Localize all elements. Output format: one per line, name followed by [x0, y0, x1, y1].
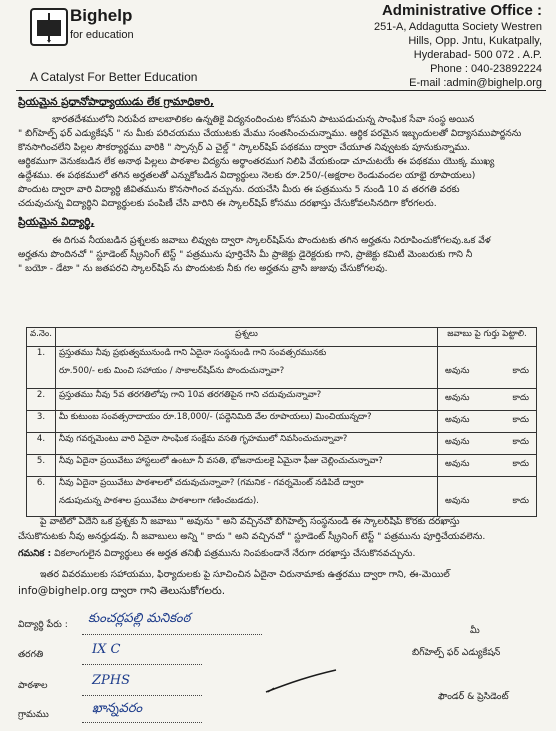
table-row: [27, 411, 537, 433]
answer-no[interactable]: కాదు: [512, 459, 529, 469]
row-number: 6.: [27, 477, 56, 517]
instruction-line: చేసుకొనుటకు నీవు అనర్హుడవు. నీ జవాబులు అన్ని " కాదు " అని వచ్చినచో " స్టూడెంట్ స్క్రీనింగ్ టెస్ట్ " పత్రమును పూర్తిచేయవలెను.: [18, 531, 486, 542]
table-row: [27, 477, 537, 517]
answer-cell[interactable]: [438, 433, 537, 455]
org-name: బిగ్‌హెల్ప్ ఫర్ ఎడ్యుకేషన్: [412, 647, 501, 658]
column-header-answer: జవాబు పై గుర్తు పెట్టాలి.: [438, 328, 537, 347]
paragraph-line: ఆర్థికముగా వెనుకబడిన లేక అనాథ పిల్లలు పాఠశాల విద్యను అర్థాంతరముగ నిలిపి వేయకుండా చూచుటయే ఈ పథకము యొక్క ముఖ్య: [18, 156, 495, 167]
question-text: నీవు గవర్నమెంటు వారి ఏదైనా సాంఘిక సంక్షేమ వసతి గృహములో నివసించుచున్నావా?: [58, 434, 348, 444]
table-row: [27, 347, 537, 389]
answer-yes[interactable]: అవును: [445, 366, 470, 376]
question-text: ప్రస్తుతము నీవు ప్రభుత్వమునుండి గాని ఏదైనా సంస్థనుండి గాని సంవత్సరమునకు: [58, 348, 327, 358]
class-line: [82, 664, 202, 665]
question-text: రూ.500/- లకు మించి సహాయం / సాకాలర్‌షిప్‌ను పొందుచున్నావా?: [58, 366, 285, 376]
answer-no[interactable]: కాదు: [512, 393, 529, 403]
answer-cell[interactable]: [438, 455, 537, 477]
student-name-value[interactable]: కుంచర్లపల్లి మనికంఠ: [88, 611, 191, 626]
question-text: నీవు ఏదైనా ప్రయివేటు హాస్టలులో ఉంటూ నీ వసతి, భోజనాదులకై ఏమైనా ఫీజు చెల్లించుచున్నావా?: [58, 456, 383, 466]
brand-name: Bighelp: [70, 6, 133, 25]
answer-cell[interactable]: [438, 411, 537, 433]
school-line: [82, 695, 202, 696]
answer-cell[interactable]: [438, 477, 537, 517]
paragraph-line: ఉద్దేశము. ఈ పథకములో తగిన అర్హతలతో ఎన్నుకోబడిన విద్యార్థులు నెలకు రూ.250/-(అక్షరాల రెండువందల యాభై రూపాయలు): [18, 170, 476, 181]
row-number: 1.: [27, 347, 56, 389]
table-row: [27, 433, 537, 455]
email-line: E-mail :admin@bighelp.org: [409, 77, 542, 89]
question-text: మీ కుటుంబ సంవత్సరాదాయం రూ.18,000/- (పద్దెనిమిది వేల రూపాయలు) మించియున్నదా?: [58, 412, 372, 422]
bighelp-logo: [30, 8, 68, 46]
closing-line: ఇతర వివరములకు సహాయము, ఫిర్యాదులకు పై సూచించిన ఏదైనా చిరునామాకు ఉత్తరము ద్వారా గాని, ఈ-మెయిల్: [40, 569, 450, 580]
closing-line: info@bighelp.org ద్వారా గాని తెలుసుకోగలరు.: [18, 585, 226, 597]
village-value[interactable]: ఖాన్నవరం: [92, 701, 143, 716]
question-cell: [55, 433, 437, 455]
paragraph-line: భారతదేశములోని నిరుపేద బాలబాలికల ఉన్నతికై విద్యనందించుట కోసమని పాటుపడుచున్న సాంఘిక సేవా సంస్థ అయిన: [52, 114, 475, 125]
note-line: [18, 547, 415, 561]
office-address-block: [374, 2, 542, 90]
answer-no[interactable]: కాదు: [512, 437, 529, 447]
paragraph-line: ఈ దిగువ నీయబడిన ప్రశ్నలకు జవాబు లివ్వుట ద్వారా స్కాలర్‌షిప్‌ను పొందుటకు తగిన అర్హతను నిరూపించుకోగలవు.ఒక వేళ: [52, 235, 491, 246]
founder-president-label: ఫౌండర్ & ప్రెసిడెంట్: [438, 691, 509, 702]
book-pen-icon: [32, 10, 66, 44]
answer-yes[interactable]: అవును: [445, 393, 470, 403]
row-number: 2.: [27, 389, 56, 411]
question-cell: [55, 455, 437, 477]
class-value[interactable]: IX C: [92, 642, 121, 657]
paragraph-line: అర్హతను పొందినచో " స్టూడెంట్ స్క్రీనింగ్ టెస్ట్ " పత్రమును పూర్తిచేసి మీ ప్రాజెక్టు డైరెక్టరుకు గాని, ప్రాజెక్టు కమిటీ మెంబరుకు గాని నీ: [18, 249, 473, 260]
answer-yes[interactable]: అవును: [445, 437, 470, 447]
village-line: [82, 722, 202, 723]
salutation-student: ప్రియమైన విద్యార్థి,: [18, 216, 95, 228]
school-label: పాఠశాల: [18, 680, 48, 691]
paragraph-line: చదువుచున్న విద్యార్థిని విద్యార్థులకు పంపిణీ చేసి వారిని ఈ స్కాలర్‌షిప్ కోసము దరఖాస్తు చేసుకోవలసినదిగా కోరగలరు.: [18, 198, 437, 209]
eligibility-question-table: [26, 327, 537, 517]
answer-no[interactable]: కాదు: [512, 496, 529, 506]
brand-subtitle: for education: [70, 29, 134, 41]
question-text: నడుపుచున్న పాఠశాల ప్రయివేటు పాఠశాలగా గణించబడదు).: [58, 496, 259, 506]
instruction-line: పై వాటిలో ఏదేని ఒక ప్రశ్నకు నీ జవాబు " అవును " అని వచ్చినచో బిగ్‌హెల్ప్ సంస్థనుండి ఈ స్కాలర్‌షిప్ కొరకు దరఖాస్తు: [40, 516, 460, 527]
question-cell: [55, 347, 437, 389]
office-title: Administrative Office :: [381, 2, 542, 19]
paragraph-line: పొందుట ద్వారా వారి విద్యార్థి జీవితమును కొనసాగించ వచ్చును. దయచేసి మీరు ఈ పత్రమును 5 నుండి 10 వ తరగతి వరకు: [18, 184, 460, 195]
column-header-number: వ.నెం.: [27, 328, 56, 347]
question-text: నీవు ఏదైనా ప్రయివేటు పాఠశాలలో చదువుచున్నావా? (గమనిక - గవర్నమెంట్ నడిపిదే ద్వారా: [58, 478, 364, 488]
row-number: 5.: [27, 455, 56, 477]
question-cell: [55, 477, 437, 517]
column-header-questions: ప్రశ్నలు: [55, 328, 437, 347]
closing-yours: మీ: [470, 625, 480, 636]
tagline: A Catalyst For Better Education: [30, 70, 198, 84]
table-row: [27, 389, 537, 411]
row-number: 4.: [27, 433, 56, 455]
paragraph-line: " బిగ్‌హెల్ప్ ఫర్ ఎడ్యుకేషన్ " ను మీకు పరిచయము చేయుటకు మేము సంతసించుచున్నాము. ఆర్థిక పరమైన ఇబ్బందులతో విద్యాసముపార్జనను: [18, 128, 522, 139]
student-name-line: [82, 634, 262, 635]
answer-no[interactable]: కాదు: [512, 366, 529, 376]
answer-cell[interactable]: [438, 347, 537, 389]
class-label: తరగతి: [18, 649, 44, 660]
table-row: [27, 455, 537, 477]
student-name-label: విద్యార్థి పేరు :: [18, 619, 68, 630]
address-line: 251-A, Addagutta Society Westren: [374, 21, 542, 33]
signature-mark: [262, 668, 342, 698]
answer-yes[interactable]: అవును: [445, 496, 470, 506]
school-value[interactable]: ZPHS: [92, 673, 131, 688]
address-line: Hills, Opp. Jntu, Kukatpally,: [408, 35, 542, 47]
answer-yes[interactable]: అవును: [445, 415, 470, 425]
paragraph-line: " బయో - డేటా " ను జతపరచి స్కాలర్‌షిప్ ను పొందుటకు నీకు గల అర్హతను వ్రాసి జుజువు చేసుకోగలవు.: [18, 263, 388, 274]
village-label: గ్రామము: [18, 709, 49, 720]
answer-no[interactable]: కాదు: [512, 415, 529, 425]
question-cell: [55, 411, 437, 433]
paragraph-line: కొనసాగించలేని పిల్లల సౌకర్యార్థము వారికి " స్పాన్సర్ ఎ చైల్డ్ " స్కాలర్‌షిప్ పథకము ద్వారా చేయూత నివ్వుటకు పూనుకున్నాము.: [18, 142, 471, 153]
note-text: వికలాంగులైన విద్యార్థులు ఈ అర్హత తనిఖీ పత్రమును నింపకుండానే నేరుగా దరఖాస్తు చేసుకొనవచ్చును.: [54, 548, 416, 559]
header-divider: [16, 90, 546, 91]
answer-yes[interactable]: అవును: [445, 459, 470, 469]
question-text: ప్రస్తుతము నీవు 5వ తరగతిలోపు గాని 10వ తరగతిపైన గాని చదువుచున్నావా?: [58, 390, 322, 400]
question-cell: [55, 389, 437, 411]
answer-cell[interactable]: [438, 389, 537, 411]
note-label: గమనిక :: [18, 548, 52, 559]
salutation-headmaster: ప్రియమైన ప్రధానోపాధ్యాయుడు లేక గ్రామాధికారి,: [18, 96, 215, 108]
row-number: 3.: [27, 411, 56, 433]
address-line: Hyderabad- 500 072 . A.P.: [413, 49, 542, 61]
phone-line: Phone : 040-23892224: [430, 63, 542, 75]
table-header-row: [27, 328, 537, 347]
